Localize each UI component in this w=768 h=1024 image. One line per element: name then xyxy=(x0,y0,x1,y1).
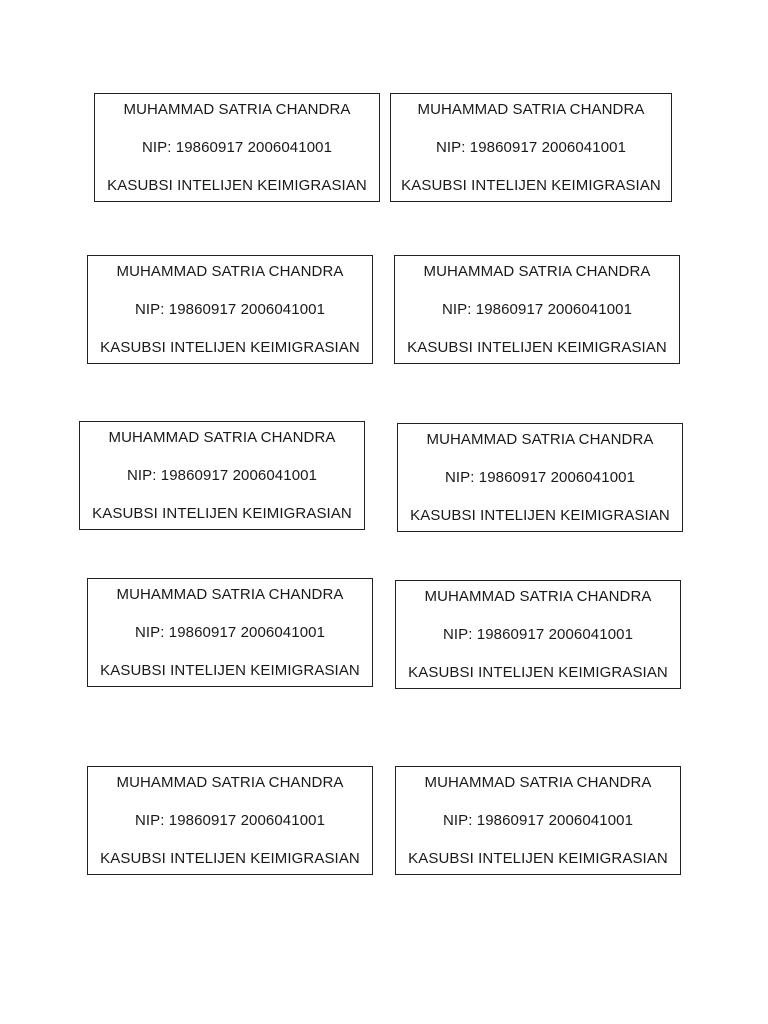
person-nip: NIP: 19860917 2006041001 xyxy=(126,467,318,484)
name-label-card xyxy=(87,766,373,875)
person-position: KASUBSI INTELIJEN KEIMIGRASIAN xyxy=(408,664,668,681)
person-nip: NIP: 19860917 2006041001 xyxy=(441,301,633,318)
person-name: MUHAMMAD SATRIA CHANDRA xyxy=(116,586,344,603)
name-label-card xyxy=(87,255,373,364)
person-position: KASUBSI INTELIJEN KEIMIGRASIAN xyxy=(407,339,667,356)
name-label-card xyxy=(394,255,680,364)
person-nip: NIP: 19860917 2006041001 xyxy=(442,626,634,643)
name-label-card xyxy=(390,93,672,202)
name-label-card xyxy=(87,578,373,687)
person-nip: NIP: 19860917 2006041001 xyxy=(134,301,326,318)
person-position: KASUBSI INTELIJEN KEIMIGRASIAN xyxy=(100,662,360,679)
person-nip: NIP: 19860917 2006041001 xyxy=(442,812,634,829)
person-position: KASUBSI INTELIJEN KEIMIGRASIAN xyxy=(92,505,352,522)
person-name: MUHAMMAD SATRIA CHANDRA xyxy=(417,101,645,118)
person-nip: NIP: 19860917 2006041001 xyxy=(435,139,627,156)
person-position: KASUBSI INTELIJEN KEIMIGRASIAN xyxy=(100,339,360,356)
person-position: KASUBSI INTELIJEN KEIMIGRASIAN xyxy=(408,850,668,867)
name-label-card xyxy=(395,766,681,875)
person-nip: NIP: 19860917 2006041001 xyxy=(134,812,326,829)
person-nip: NIP: 19860917 2006041001 xyxy=(134,624,326,641)
person-name: MUHAMMAD SATRIA CHANDRA xyxy=(116,774,344,791)
person-position: KASUBSI INTELIJEN KEIMIGRASIAN xyxy=(401,177,661,194)
person-position: KASUBSI INTELIJEN KEIMIGRASIAN xyxy=(100,850,360,867)
person-name: MUHAMMAD SATRIA CHANDRA xyxy=(426,431,654,448)
person-name: MUHAMMAD SATRIA CHANDRA xyxy=(116,263,344,280)
person-position: KASUBSI INTELIJEN KEIMIGRASIAN xyxy=(410,507,670,524)
person-name: MUHAMMAD SATRIA CHANDRA xyxy=(424,588,652,605)
person-nip: NIP: 19860917 2006041001 xyxy=(444,469,636,486)
name-label-card xyxy=(397,423,683,532)
person-name: MUHAMMAD SATRIA CHANDRA xyxy=(108,429,336,446)
person-name: MUHAMMAD SATRIA CHANDRA xyxy=(123,101,351,118)
person-name: MUHAMMAD SATRIA CHANDRA xyxy=(424,774,652,791)
person-nip: NIP: 19860917 2006041001 xyxy=(141,139,333,156)
name-label-card xyxy=(94,93,380,202)
name-label-card xyxy=(79,421,365,530)
person-position: KASUBSI INTELIJEN KEIMIGRASIAN xyxy=(107,177,367,194)
name-label-card xyxy=(395,580,681,689)
person-name: MUHAMMAD SATRIA CHANDRA xyxy=(423,263,651,280)
